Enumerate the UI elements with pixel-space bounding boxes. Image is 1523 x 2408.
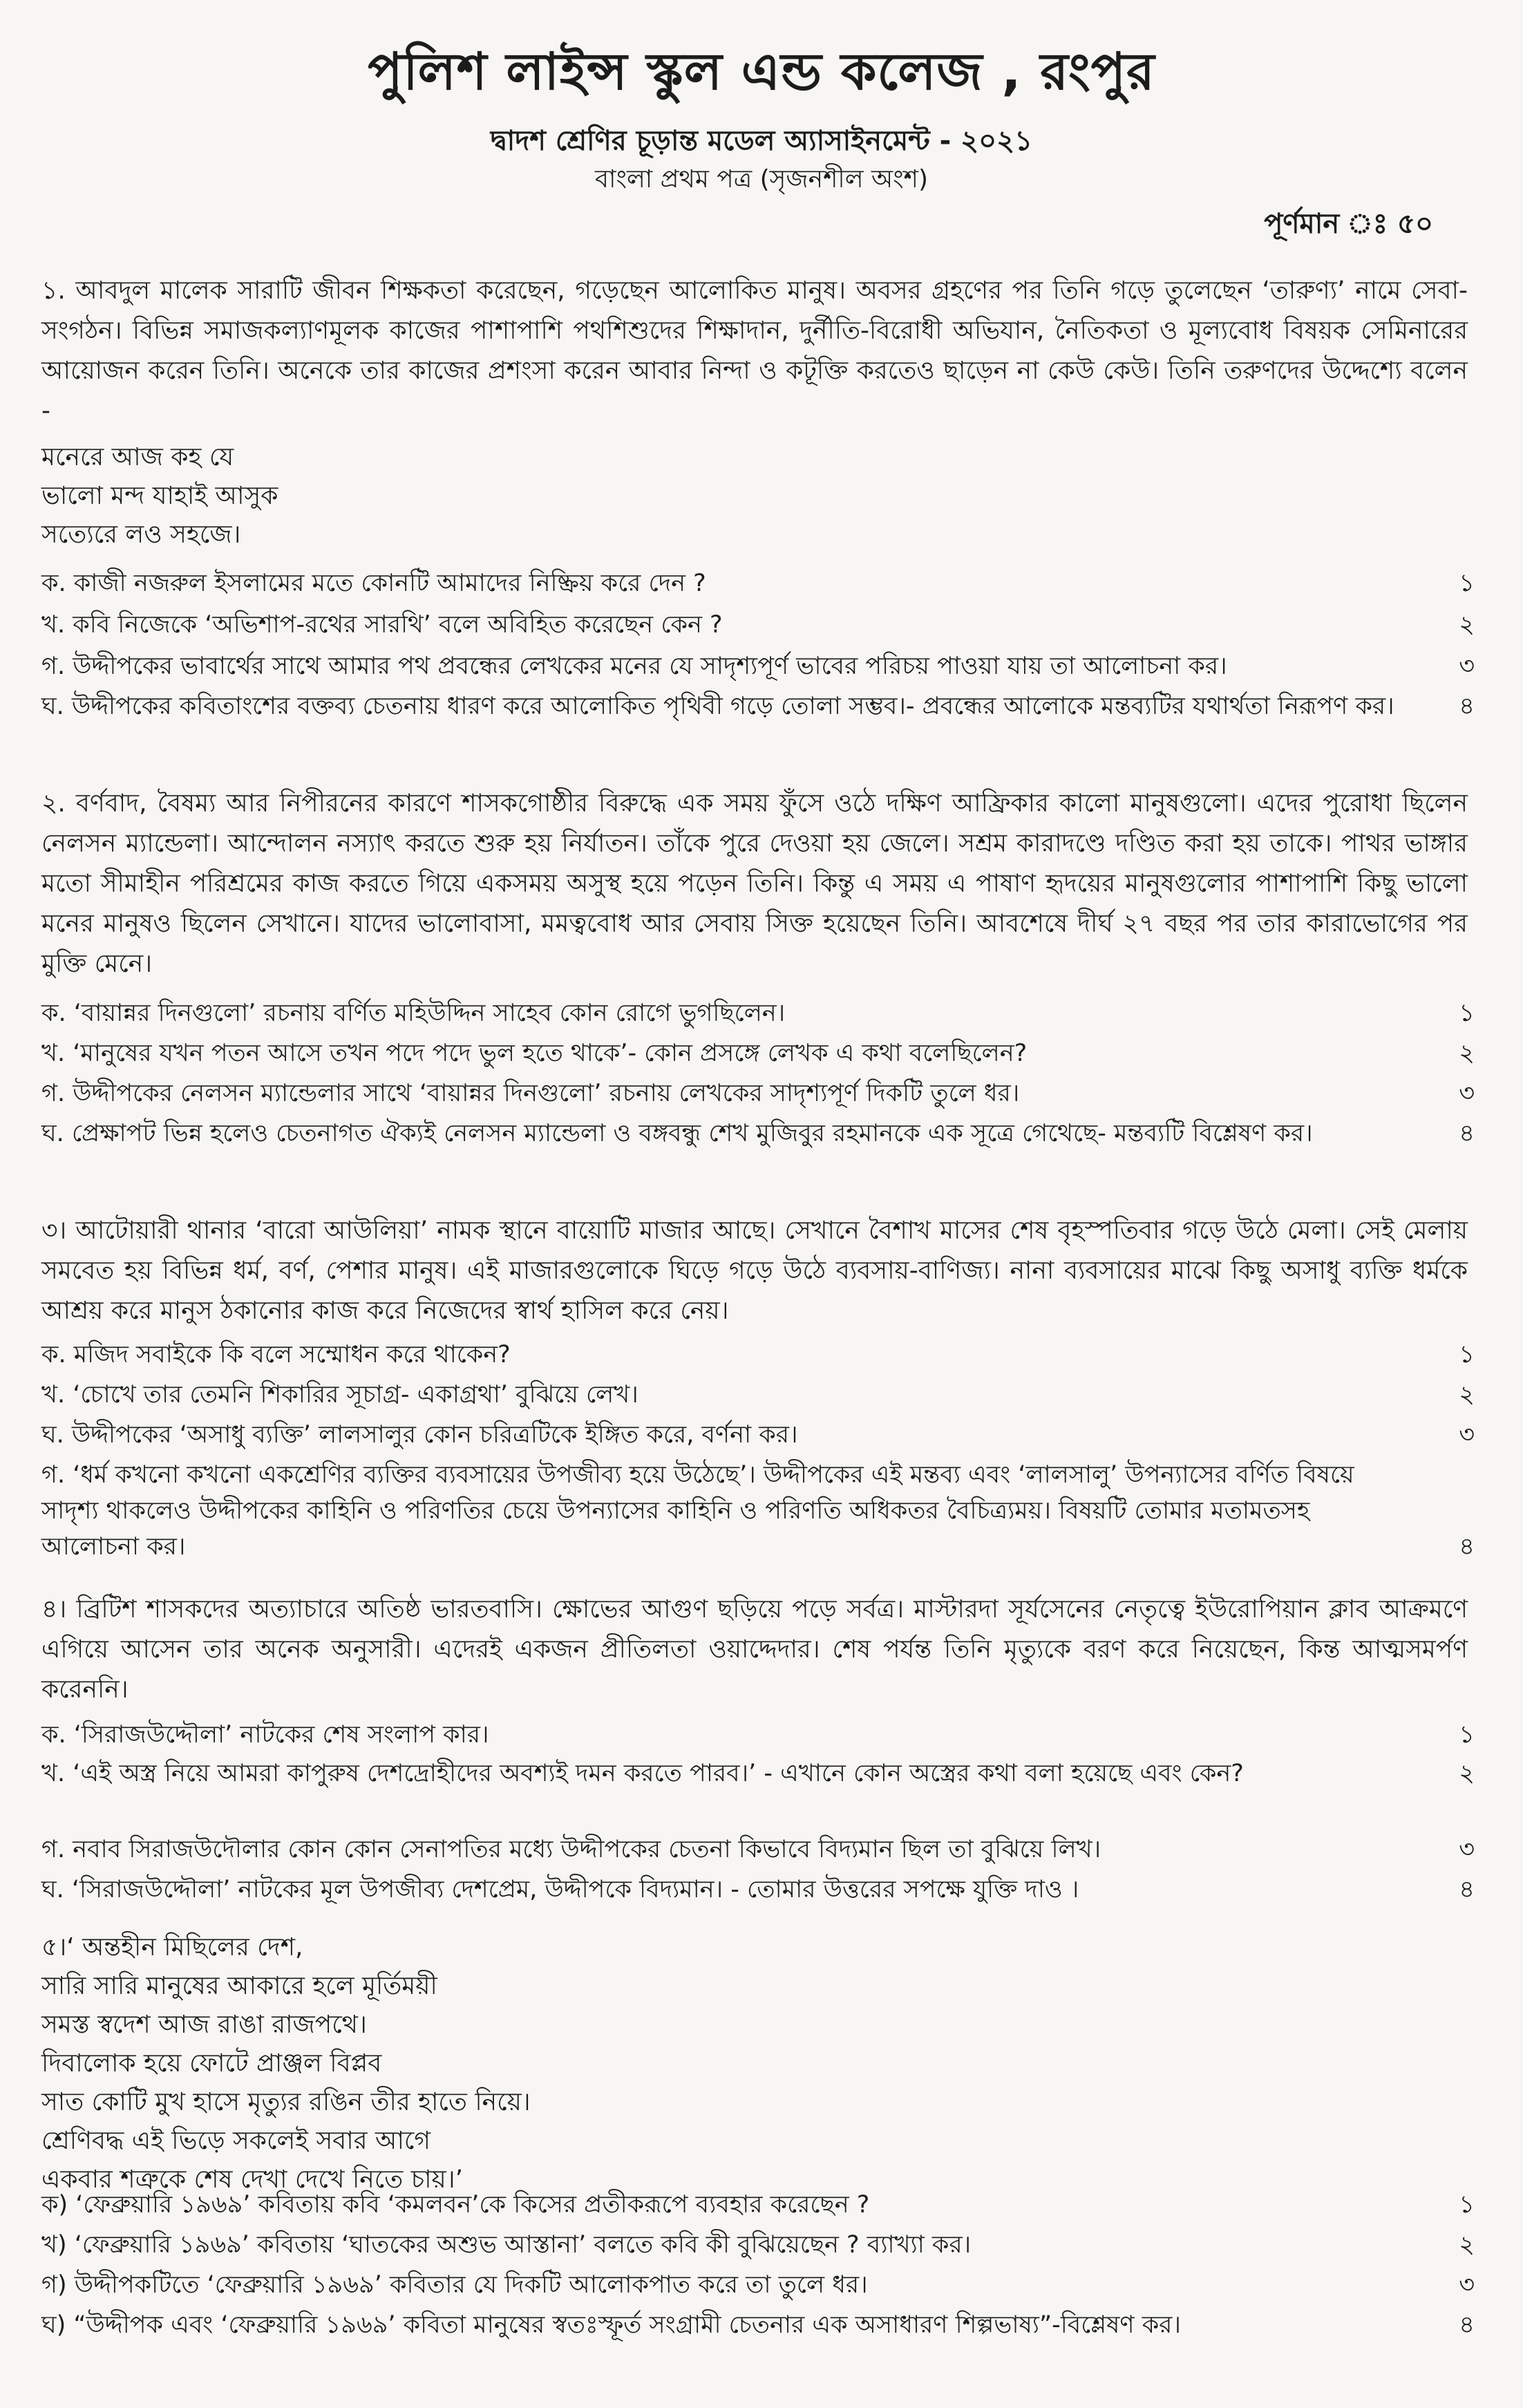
mark-value: ৩ bbox=[1459, 1836, 1475, 1863]
subject-title: বাংলা প্রথম পত্র (সৃজনশীল অংশ) bbox=[594, 165, 929, 194]
assignment-title: দ্বাদশ শ্রেণির চূড়ান্ত মডেল অ্যাসাইনমেন্ট - ২০২১ bbox=[490, 125, 1033, 157]
mark-value: ১ bbox=[1459, 570, 1475, 597]
verse-line: ভালো মন্দ যাহাই আসুক bbox=[41, 482, 278, 510]
q5-item-ga: গ) উদ্দীপকটিতে ‘ফেব্রুয়ারি ১৯৬৯’ কবিতার যে দিকটি আলোকপাত করে তা তুলে ধর। ৩ bbox=[41, 2267, 1475, 2303]
q4-item-ka: ক. ‘সিরাজউদ্দৌলা’ নাটকের শেষ সংলাপ কার। ১ bbox=[41, 1717, 1475, 1753]
verse-line: সত্যেরে লও সহজে। bbox=[41, 520, 241, 549]
q2-item-kha: খ. ‘মানুষের যখন পতন আসে তখন পদে পদে ভুল হতে থাকে’- কোন প্রসঙ্গে লেখক এ কথা বলেছিলেন? ২ bbox=[41, 1035, 1475, 1071]
q2-item-ga: গ. উদ্দীপকের নেলসন ম্যান্ডেলার সাথে ‘বায়ান্নর দিনগুলো’ রচনায় লেখকের সাদৃশ্যপূর্ণ দিকটি তুলে ধর। ৩ bbox=[41, 1075, 1475, 1111]
q3-item-ga: গ. ‘ধর্ম কখনো কখনো একশ্রেণির ব্যক্তির ব্যবসায়ের উপজীব্য হয়ে উঠেছে’। উদ্দীপকের এই মন্তব্য এবং ‘লালসালু’ উপন্যাসের বর্ণিত বিষয়ে সাদৃশ্য থাকলেও উদ্দীপকের কাহিনি ও পরিণতির চেয়ে উপন্যাসের কাহিনি ও পরিণতি অধিকতর বৈচিত্র্যময়। বিষয়টি তোমার মতামতসহ আলোচনা কর। ৪ bbox=[41, 1457, 1475, 1565]
verse-line: ৫।‘ অন্তহীন মিছিলের দেশ, bbox=[41, 1933, 303, 1962]
q5-verse bbox=[41, 1928, 531, 2199]
mark-value: ২ bbox=[1459, 2231, 1475, 2259]
mark-value: ১ bbox=[1459, 1341, 1475, 1368]
q2-item-gha: ঘ. প্রেক্ষাপট ভিন্ন হলেও চেতনাগত ঐক্যই নেলসন ম্যান্ডেলা ও বঙ্গবন্ধু শেখ মুজিবুর রহমানকে এক সূত্রে গেথেছে- মন্তব্যটি বিশ্লেষণ কর। ৪ bbox=[41, 1116, 1475, 1151]
q3-item-gha: ঘ. উদ্দীপকের ‘অসাধু ব্যক্তি’ লালসালুর কোন চরিত্রটিকে ইঙ্গিত করে, বর্ণনা কর। ৩ bbox=[41, 1417, 1475, 1453]
q3-item-ka: ক. মজিদ সবাইকে কি বলে সম্মোধন করে থাকেন? ১ bbox=[41, 1337, 1475, 1373]
q5-item-ka: ক) ‘ফেব্রুয়ারি ১৯৬৯’ কবিতায় কবি ‘কমলবন’কে কিসের প্রতীকরূপে ব্যবহার করেছেন ? ১ bbox=[41, 2187, 1475, 2223]
verse-line: মনেরে আজ কহ যে bbox=[41, 443, 234, 471]
q2-stem: ২. বর্ণবাদ, বৈষম্য আর নিপীরনের কারণে শাসকগোষ্ঠীর বিরুদ্ধে এক সময় ফুঁসে ওঠে দক্ষিণ আফ্রিকার কালো মানুষগুলো। এদের পুরোধা ছিলেন নেলসন ম্যান্ডেলা। আন্দোলন নস্যাৎ করতে শুরু হয় নির্যাতন। তাঁকে পুরে দেওয়া হয় জেলে। সশ্রম কারাদণ্ডে দণ্ডিত করা হয় তাকে। পাথর ভাঙ্গার মতো সীমাহীন পরিশ্রমের কাজ করতে গিয়ে একসময় অসুস্থ হয়ে পড়েন তিনি। কিন্তু এ সময় এ পাষাণ হৃদয়ের মানুষগুলোর পাশাপাশি কিছু ভালো মনের মানুষও ছিলেন সেখানে। যাদের ভালোবাসা, মমত্ববোধ আর সেবায় সিক্ত হয়েছেন তিনি। আবশেষে দীর্ঘ ২৭ বছর পর তার কারাভোগের পর মুক্তি মেনে। bbox=[41, 789, 1468, 978]
mark-value: ৩ bbox=[1459, 1080, 1475, 1107]
mark-value: ২ bbox=[1459, 611, 1475, 639]
q4-item-ga: গ. নবাব সিরাজউদৌলার কোন কোন সেনাপতির মধ্যে উদ্দীপকের চেতনা কিভাবে বিদ্যমান ছিল তা বুঝিয়ে লিখ। ৩ bbox=[41, 1832, 1475, 1868]
q5-item-kha: খ) ‘ফেব্রুয়ারি ১৯৬৯’ কবিতায় ‘ঘাতকের অশুভ আস্তানা’ বলতে কবি কী বুঝিয়েছেন ? ব্যাখ্যা কর। ২ bbox=[41, 2227, 1475, 2263]
mark-value: ৪ bbox=[1459, 2311, 1475, 2339]
mark-value: ১ bbox=[1459, 1721, 1475, 1749]
q1-stem: ১. আবদুল মালেক সারাটি জীবন শিক্ষকতা করেছেন, গড়েছেন আলোকিত মানুষ। অবসর গ্রহণের পর তিনি গড়ে তুলেছেন ‘তারুণ্য’ নামে সেবা-সংগঠন। বিভিন্ন সমাজকল্যাণমূলক কাজের পাশাপাশি পথশিশুদের শিক্ষাদান, দুর্নীতি-বিরোধী অভিযান, নৈতিকতা ও মূল্যবোধ বিষয়ক সেমিনারের আয়োজন করেন তিনি। অনেকে তার কাজের প্রশংসা করেন আবার নিন্দা ও কটূক্তি করতেও ছাড়েন না কেউ কেউ। তিনি তরুণদের উদ্দেশ্যে বলেন - bbox=[41, 276, 1468, 425]
mark-value: ৪ bbox=[1459, 693, 1475, 720]
q4-item-kha: খ. ‘এই অস্ত্র নিয়ে আমরা কাপুরুষ দেশদ্রোহীদের অবশ্যই দমন করতে পারব।’ - এখানে কোন অস্ত্রের কথা বলা হয়েছে এবং কেন? ২ bbox=[41, 1756, 1475, 1791]
q5-item-gha: ঘ) “উদ্দীপক এবং ‘ফেব্রুয়ারি ১৯৬৯’ কবিতা মানুষের স্বতঃস্ফূর্ত সংগ্রামী চেতনার এক অসাধারণ শিল্পভাষ্য”-বিশ্লেষণ কর। ৪ bbox=[41, 2307, 1475, 2343]
mark-value: ৩ bbox=[1459, 1421, 1475, 1449]
mark-value: ৪ bbox=[1459, 1876, 1475, 1903]
q1-item-gha: ঘ. উদ্দীপকের কবিতাংশের বক্তব্য চেতনায় ধারণ করে আলোকিত পৃথিবী গড়ে তোলা সম্ভব।- প্রবন্ধের আলোকে মন্তব্যটির যথার্থতা নিরূপণ কর। ৪ bbox=[41, 688, 1475, 724]
mark-value: ৪ bbox=[1459, 1533, 1475, 1561]
full-marks: পূর্ণমান ঃ ৫০ bbox=[1264, 208, 1433, 240]
mark-value: ২ bbox=[1459, 1381, 1475, 1409]
q1-item-ka: ক. কাজী নজরুল ইসলামের মতে কোনটি আমাদের নিষ্ক্রিয় করে দেন ? ১ bbox=[41, 565, 1475, 601]
mark-value: ১ bbox=[1459, 2191, 1475, 2219]
q4-item-gha: ঘ. ‘সিরাজউদ্দৌলা’ নাটকের মূল উপজীব্য দেশপ্রেম, উদ্দীপকে বিদ্যমান। - তোমার উত্তরের সপক্ষে যুক্তি দাও । ৪ bbox=[41, 1872, 1475, 1908]
verse-line: দিবালোক হয়ে ফোটে প্রাঞ্জল বিপ্লব bbox=[41, 2049, 382, 2078]
mark-value: ৩ bbox=[1459, 2271, 1475, 2299]
school-name: পুলিশ লাইন্স স্কুল এন্ড কলেজ , রংপুর bbox=[368, 42, 1155, 102]
q1-item-kha: খ. কবি নিজেকে ‘অভিশাপ-রথের সারথি’ বলে অবিহিত করেছেন কেন ? ২ bbox=[41, 607, 1475, 643]
mark-value: ২ bbox=[1459, 1040, 1475, 1067]
q3-item-kha: খ. ‘চোখে তার তেমনি শিকারির সূচাগ্র- একাগ্রথা’ বুঝিয়ে লেখ। ২ bbox=[41, 1377, 1475, 1413]
verse-line: একবার শত্রুকে শেষ দেখা দেখে নিতে চায়।’ bbox=[41, 2165, 464, 2194]
mark-value: ১ bbox=[1459, 999, 1475, 1027]
verse-line: সাত কোটি মুখ হাসে মৃত্যুর রঙিন তীর হাতে নিয়ে। bbox=[41, 2088, 531, 2116]
mark-value: ২ bbox=[1459, 1760, 1475, 1787]
verse-line: সমস্ত স্বদেশ আজ রাঙা রাজপথে। bbox=[41, 2011, 367, 2039]
q1-verse bbox=[41, 438, 278, 554]
verse-line: শ্রেণিবদ্ধ এই ভিড়ে সকলেই সবার আগে bbox=[41, 2127, 431, 2155]
verse-line: সারি সারি মানুষের আকারে হলে মূর্তিময়ী bbox=[41, 1972, 437, 2000]
q3-stem: ৩। আটোয়ারী থানার ‘বারো আউলিয়া’ নামক স্থানে বায়োটি মাজার আছে। সেখানে বৈশাখ মাসের শেষ বৃহস্পতিবার গড়ে উঠে মেলা। সেই মেলায় সমবেত হয় বিভিন্ন ধর্ম, বর্ণ, পেশার মানুষ। এই মাজারগুলোকে ঘিড়ে গড়ে উঠে ব্যবসায়-বাণিজ্য। নানা ব্যবসায়ের মাঝে কিছু অসাধু ব্যক্তি ধর্মকে আশ্রয় করে মানুস ঠকানোর কাজ করে নিজেদের স্বার্থ হাসিল করে নেয়। bbox=[41, 1216, 1468, 1325]
q4-stem: ৪। ব্রিটিশ শাসকদের অত্যাচারে অতিষ্ঠ ভারতবাসি। ক্ষোভের আগুণ ছড়িয়ে পড়ে সর্বত্র। মাস্টারদা সূর্যসেনের নেতৃত্বে ইউরোপিয়ান ক্লাব আক্রমণে এগিয়ে আসেন তার অনেক অনুসারী। এদেরই একজন প্রীতিলতা ওয়াদ্দেদার। শেষ পর্যন্ত তিনি মৃত্যুকে বরণ করে নিয়েছেন, কিন্ত আত্মসমর্পণ করেননি। bbox=[41, 1595, 1468, 1704]
q2-item-ka: ক. ‘বায়ান্নর দিনগুলো’ রচনায় বর্ণিত মহিউদ্দিন সাহেব কোন রোগে ভুগছিলেন। ১ bbox=[41, 995, 1475, 1031]
mark-value: ৩ bbox=[1459, 652, 1475, 680]
mark-value: ৪ bbox=[1459, 1120, 1475, 1147]
q1-item-ga: গ. উদ্দীপকের ভাবার্থের সাথে আমার পথ প্রবন্ধের লেখকের মনের যে সাদৃশ্যপূর্ণ ভাবের পরিচয় পাওয়া যায় তা আলোচনা কর। ৩ bbox=[41, 648, 1475, 684]
